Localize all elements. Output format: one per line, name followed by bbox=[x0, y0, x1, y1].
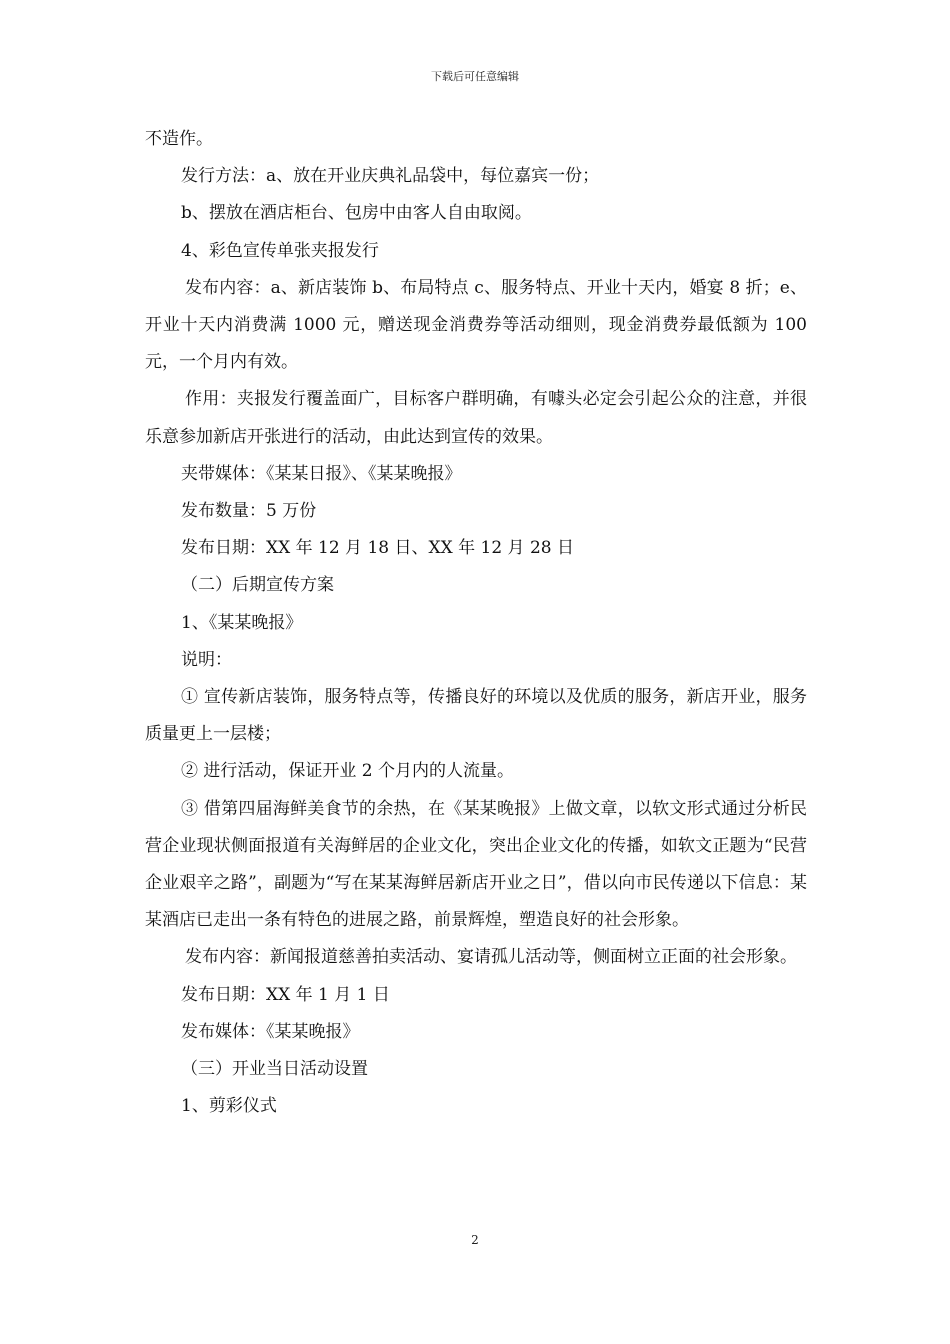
section-heading-opening-day: （三）开业当日活动设置 bbox=[181, 1059, 368, 1080]
paragraph-flyer-heading: 4、彩色宣传单张夹报发行 bbox=[181, 240, 379, 261]
paragraph-publish-date-2: 发布日期：XX 年 1 月 1 日 bbox=[181, 984, 390, 1005]
paragraph-media: 夹带媒体：《某某日报》、《某某晚报》 bbox=[181, 463, 462, 484]
paragraph-point-1: ① 宣传新店装饰，服务特点等，传播良好的环境以及优质的服务，新店开业，服务质量更上一层楼； bbox=[145, 687, 807, 745]
paragraph-publish-date: 发布日期：XX 年 12 月 18 日、XX 年 12 月 28 日 bbox=[181, 538, 574, 559]
paragraph-point-2: ② 进行活动，保证开业 2 个月内的人流量。 bbox=[181, 761, 515, 782]
section-heading-later-publicity: （二）后期宣传方案 bbox=[181, 575, 334, 596]
paragraph-publish-media: 发布媒体：《某某晚报》 bbox=[181, 1021, 360, 1042]
page-number: 2 bbox=[471, 1233, 479, 1247]
paragraph-quantity: 发布数量：5 万份 bbox=[181, 501, 317, 522]
page-header: 下载后可任意编辑 bbox=[431, 70, 519, 83]
paragraph-effect: 作用：夹报发行覆盖面广，目标客户群明确，有噱头必定会引起公众的注意，并很乐意参加新店开张进行的活动，由此达到宣传的效果。 bbox=[145, 389, 807, 447]
paragraph-point-3: ③ 借第四届海鲜美食节的余热，在《某某晚报》上做文章，以软文形式通过分析民营企业现状侧面报道有关海鲜居的企业文化，突出企业文化的传播，如软文正题为“民营企业艰辛之路”，副题为“写在某某海鲜居新店开业之日”，借以向市民传递以下信息：某某酒店已走出一条有特色的进展之路，前景辉煌，塑造良好的社会形象。 bbox=[145, 798, 807, 931]
paragraph-publish-content-2: 发布内容：新闻报道慈善拍卖活动、宴请孤儿活动等，侧面树立正面的社会形象。 bbox=[185, 947, 797, 968]
paragraph-explanation-label: 说明： bbox=[181, 649, 232, 670]
paragraph-distribution-method-b: b、摆放在酒店柜台、包房中由客人自由取阅。 bbox=[181, 203, 532, 224]
paragraph-ribbon-cutting: 1、剪彩仪式 bbox=[181, 1096, 277, 1117]
paragraph-publish-content: 发布内容：a、新店装饰 b、布局特点 c、服务特点、开业十天内，婚宴 8 折；e、开业十天内消费满 1000 元，赠送现金消费券等活动细则，现金消费券最低额为 100 元，一个月内有效。 bbox=[145, 277, 807, 373]
paragraph-evening-news-heading: 1、《某某晚报》 bbox=[181, 612, 303, 633]
paragraph-distribution-method: 发行方法：a、放在开业庆典礼品袋中，每位嘉宾一份； bbox=[181, 166, 600, 187]
paragraph-continuation: 不造作。 bbox=[145, 129, 213, 149]
document-body bbox=[145, 121, 807, 1125]
